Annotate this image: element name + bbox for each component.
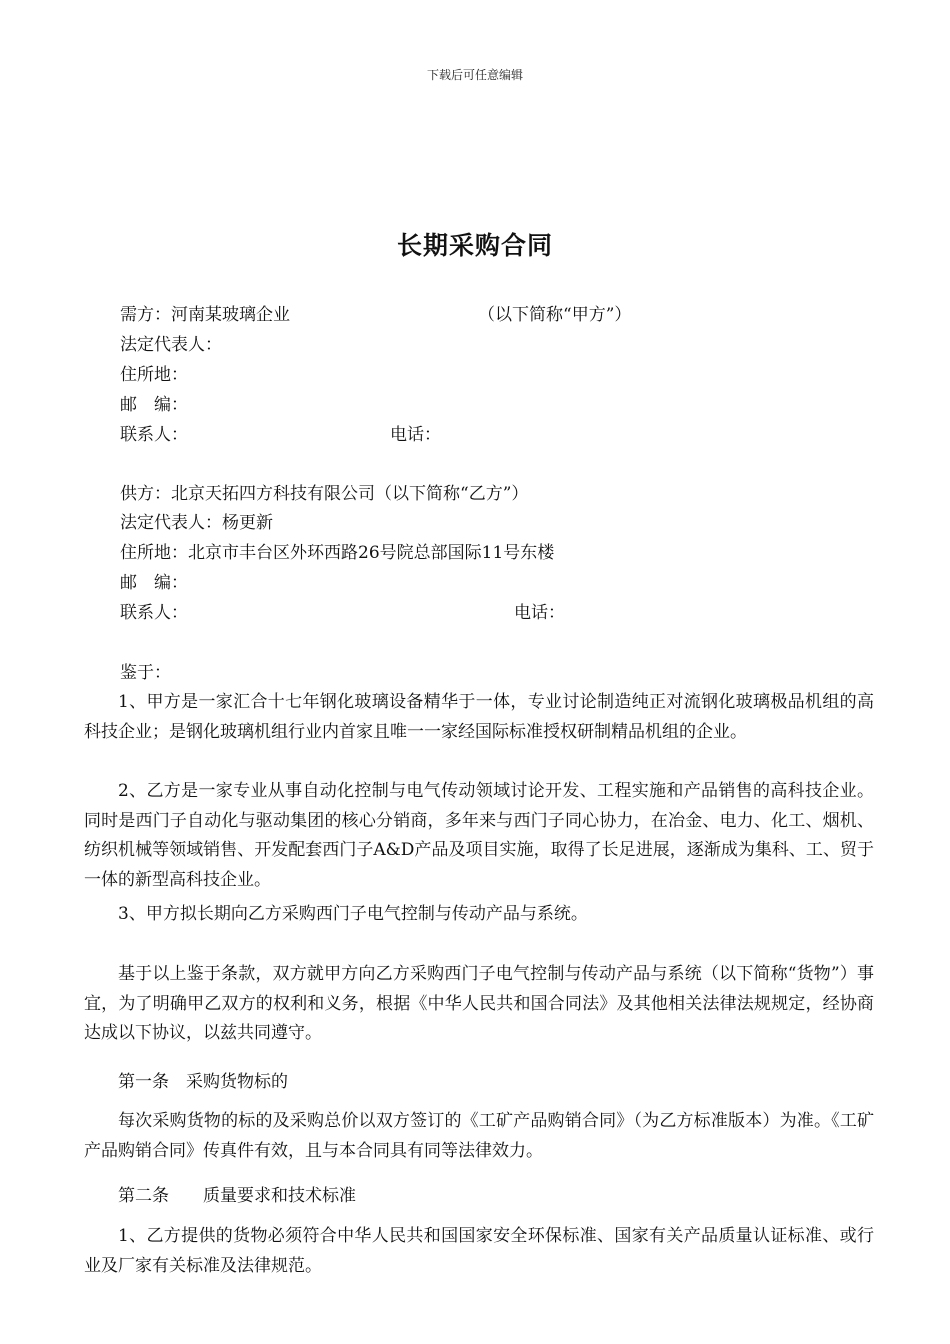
party-b-address: 住所地：北京市丰台区外环西路26号院总部国际11号东楼 xyxy=(120,543,555,563)
whereas-item-3: 3、甲方拟长期向乙方采购西门子电气控制与传动产品与系统。 xyxy=(118,904,588,924)
party-a-postcode: 邮 编： xyxy=(120,395,188,415)
preamble-paragraph: 基于以上鉴于条款，双方就甲方向乙方采购西门子电气控制与传动产品与系统（以下简称“货物”）事宜，为了明确甲乙双方的权利和义务，根据《中华人民共和国合同法》及其他相关法律法规规定，经协商达成以下协议，以兹共同遵守。 xyxy=(84,964,874,1043)
article-2-heading: 第二条 质量要求和技术标准 xyxy=(118,1186,356,1206)
party-a-alias: （以下简称“甲方”） xyxy=(478,305,632,325)
party-b-contact: 联系人： xyxy=(120,603,188,623)
whereas-item-2: 2、乙方是一家专业从事自动化控制与电气传动领域讨论开发、工程实施和产品销售的高科技企业。同时是西门子自动化与驱动集团的核心分销商，多年来与西门子同心协力，在冶金、电力、化工、烟机、纺织机械等领域销售、开发配套西门子A&D产品及项目实施，取得了长足进展，逐渐成为集科、工、贸于一体的新型高科技企业。 xyxy=(84,781,874,890)
article-2-item-1: 1、乙方提供的货物必须符合中华人民共和国国家安全环保标准、国家有关产品质量认证标准、或行业及厂家有关标准及法律规范。 xyxy=(84,1226,874,1276)
party-b-rep: 法定代表人：杨更新 xyxy=(120,513,273,533)
party-a-contact: 联系人： xyxy=(120,425,188,445)
party-b-postcode: 邮 编： xyxy=(120,573,188,593)
header-note: 下载后可任意编辑 xyxy=(426,68,523,82)
article-1-text: 每次采购货物的标的及采购总价以双方签订的《工矿产品购销合同》（为乙方标准版本）为准。《工矿产品购销合同》传真件有效，且与本合同具有同等法律效力。 xyxy=(84,1111,874,1161)
article-1-heading: 第一条 采购货物标的 xyxy=(118,1072,288,1092)
page-title: 长期采购合同 xyxy=(396,231,553,260)
party-a-name: 需方：河南某玻璃企业 xyxy=(120,305,290,325)
party-b-name: 供方：北京天拓四方科技有限公司（以下简称“乙方”） xyxy=(120,484,529,504)
party-a-rep: 法定代表人： xyxy=(120,335,222,355)
whereas-item-1: 1、甲方是一家汇合十七年钢化玻璃设备精华于一体，专业讨论制造纯正对流钢化玻璃极品机组的高科技企业；是钢化玻璃机组行业内首家且唯一一家经国际标准授权研制精品机组的企业。 xyxy=(84,692,874,742)
party-b-phone: 电话： xyxy=(514,603,565,623)
party-a-address: 住所地： xyxy=(120,365,188,385)
whereas-heading: 鉴于： xyxy=(120,663,171,683)
party-a-phone: 电话： xyxy=(390,425,441,445)
